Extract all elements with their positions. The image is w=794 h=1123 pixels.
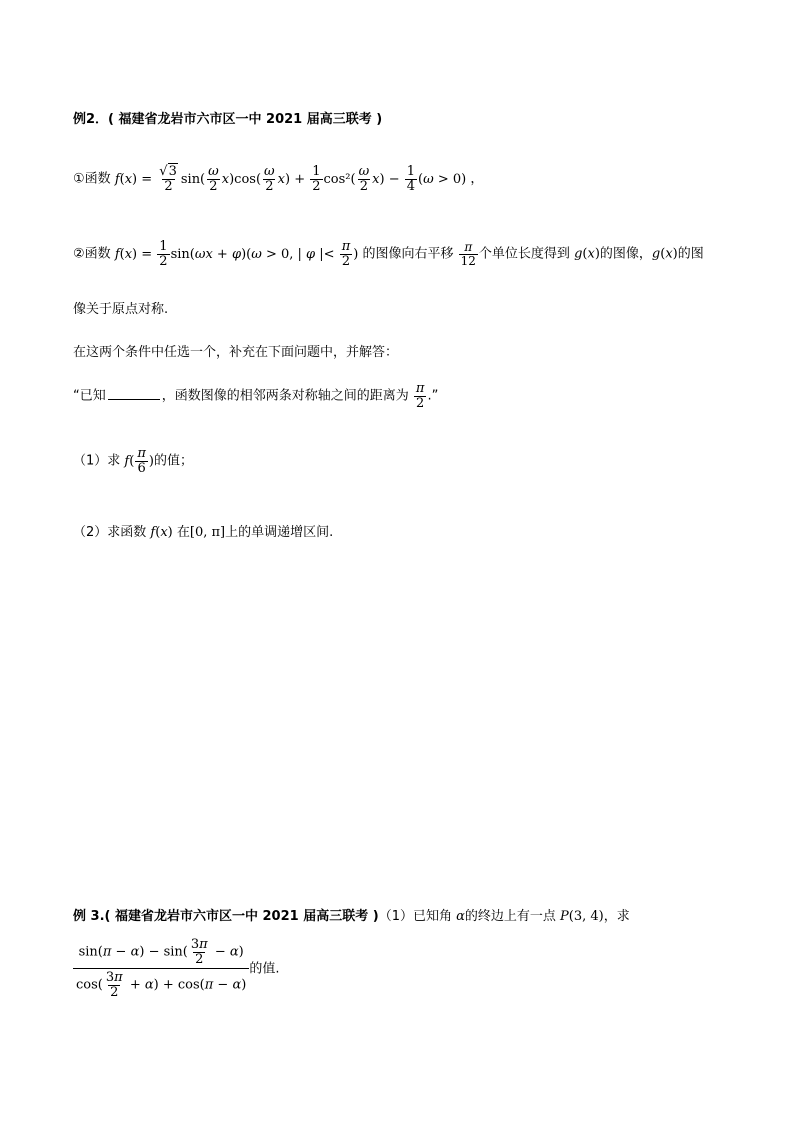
example2-source: ．( 福建省龙岩市六市区一中 2021 届高三联考 ) [95,112,383,127]
quote-line [73,382,438,410]
condition-2 [73,240,704,268]
q2-mid: 在 [176,525,190,540]
instruction: 在这两个条件中任选一个，补充在下面问题中，并解答： [73,345,399,360]
alpha-symbol: α [456,909,465,924]
quote-mid: ，函数图像的相邻两条对称轴之间的距离为 [161,388,409,404]
condition-2-text4: 的图 [677,246,704,262]
example3-label: 例 3. [73,909,105,924]
condition-2-text2: 个单位长度得到 [478,246,570,262]
point-p: P(3, 4) [560,909,604,924]
example3-tail: 的值. [249,961,280,977]
quote-prefix: “已知 [73,388,106,404]
condition-2-text3: 的图像， [599,246,652,262]
g-function: g(x) [574,246,600,262]
q1-expression: f( $\frac{\pi}{6}$ ) [124,446,154,476]
trig-fraction: sin(π − α) − sin( $\frac{3\pi}{2}$ − α) cos( $\frac{3\pi}{2}$ + α) + cos(π − α) [73,938,249,1000]
quote-end: .” [427,388,439,404]
example3-part1-tail: ，求 [603,909,630,924]
example3-source: ( 福建省龙岩市六市区一中 2021 届高三联考 ) [104,909,379,924]
q2-label: （2）求函数 [73,525,147,540]
question-1 [73,447,193,475]
g-function-2: g(x) [651,246,678,262]
question-2 [73,521,333,540]
example3-part1-mid: 的终边上有一点 [464,909,556,924]
example3-part1: （1）已知角 [378,909,452,924]
condition-1-marker: ① [73,171,85,187]
q1-tail: 的值； [153,453,193,469]
condition-2-marker: ② [73,246,85,262]
condition-2-prefix: 函数 [84,246,111,262]
q2-interval: [0, π] [189,525,226,540]
condition-1-formula: f(x) = $\frac{√3}{2}$ sin( $\frac{\omega}{2}$ x)cos( $\frac{\omega}{2}$ x) + $\frac{1}{2}$ cos²( $\frac{\omega}{2}$ x) − $\frac{1}{4}$ (ω > 0) [114,164,471,194]
example3-heading [73,905,630,924]
condition-2-formula: f(x) = $\frac{1}{2}$ sin(ωx + φ)(ω > 0, | φ |< $\frac{\pi}{2}$ ) [114,239,363,269]
shift-fraction: $\frac{\pi}{12}$ [460,240,476,268]
condition-1-tail: ， [470,171,484,187]
q1-label: （1）求 [73,453,121,469]
q2-tail: 上的单调递增区间. [225,525,334,540]
condition-2-text1: 的图像向右平移 [362,246,454,262]
example2-label: 例2 [73,112,96,127]
fill-blank[interactable] [108,387,160,400]
q2-function: f(x) [150,525,173,540]
condition-2-line2: 像关于原点对称. [73,302,169,317]
distance-fraction: $\frac{\pi}{2}$ [415,381,425,411]
condition-1 [73,165,483,193]
example3-expression [73,938,279,1000]
condition-1-prefix: 函数 [84,171,111,187]
example2-heading [73,108,382,127]
